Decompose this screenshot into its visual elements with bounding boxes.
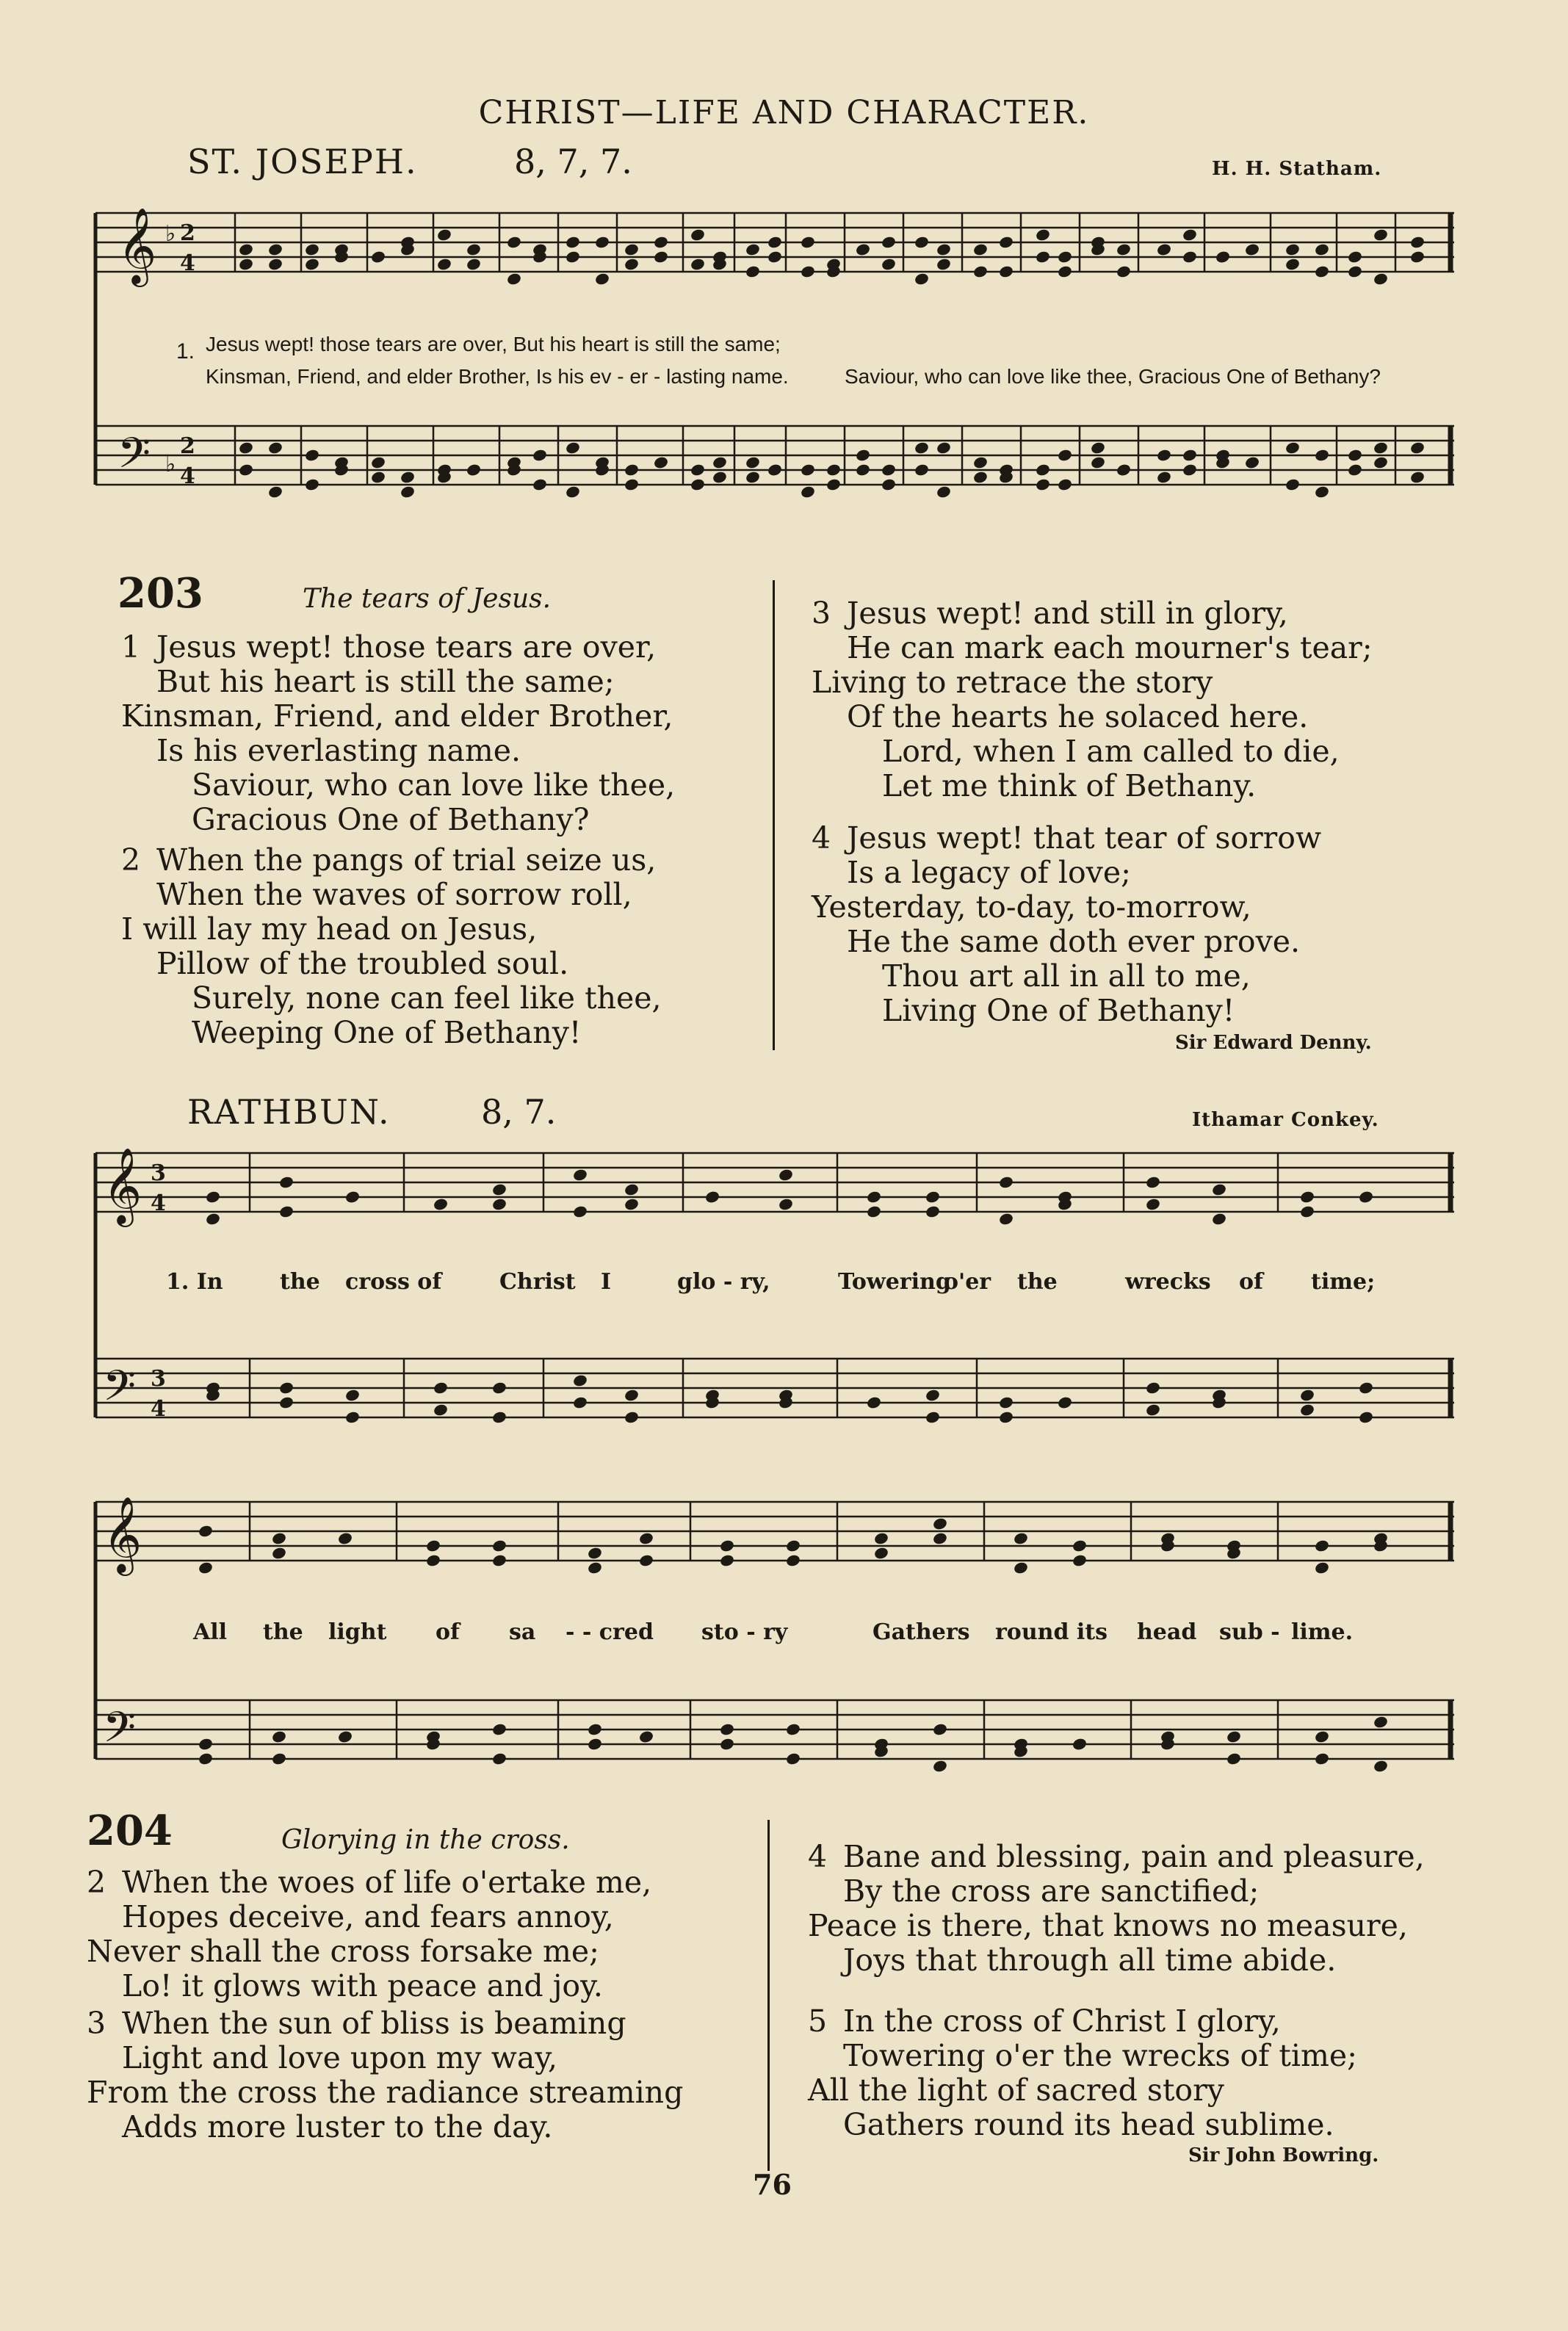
stanza-line: Hopes deceive, and fears annoy,	[122, 1899, 614, 1934]
hymn-204-left-column	[87, 1865, 683, 2144]
underlay-syllable: round its	[995, 1619, 1108, 1645]
stanza-line: When the woes of life o'ertake me,	[122, 1865, 652, 1900]
stanza-line: Towering o'er the wrecks of time;	[843, 2038, 1357, 2073]
stanza-line: Peace is there, that knows no measure,	[808, 1908, 1408, 1943]
svg-text:2: 2	[180, 220, 195, 246]
stanza-line: Is his everlasting name.	[156, 733, 521, 768]
page-number: 76	[753, 2168, 792, 2201]
stanza-line: Living to retrace the story	[812, 665, 1213, 700]
stanza-1	[121, 630, 675, 837]
svg-text:♭: ♭	[165, 221, 176, 247]
svg-text:3: 3	[151, 1160, 166, 1186]
underlay-syllable: sub -	[1219, 1619, 1280, 1645]
underlay-syllable: All	[193, 1619, 228, 1645]
underlay-line-2a: Kinsman, Friend, and elder Brother, Is his ev - er - lasting name.	[206, 365, 789, 388]
underlay-syllable: time;	[1311, 1269, 1376, 1295]
underlay-syllable: o'er	[944, 1269, 991, 1295]
stanza-line: Of the hearts he solaced here.	[847, 699, 1309, 734]
stanza-2	[121, 843, 675, 1050]
stanza-line: Joys that through all time abide.	[843, 1942, 1337, 1978]
stanza-line: Never shall the cross forsake me;	[87, 1934, 599, 1969]
underlay-syllable: - - cred	[566, 1619, 654, 1645]
composer-rathbun: Ithamar Conkey.	[1192, 1109, 1379, 1131]
tune-meter-st-joseph: 8, 7, 7.	[514, 142, 632, 181]
underlay-syllable: I	[601, 1269, 612, 1295]
stanza-3	[812, 596, 1373, 803]
stanza-number: 4	[808, 1839, 828, 1874]
underlay-syllable: the	[263, 1619, 303, 1645]
stanza-line: When the pangs of trial seize us,	[156, 842, 657, 878]
stanza-4	[808, 1840, 1425, 1978]
stanza-line: Gracious One of Bethany?	[192, 802, 590, 837]
stanza-number: 2	[121, 842, 141, 878]
stanza-line: But his heart is still the same;	[156, 664, 615, 699]
hymn-203-left-column	[121, 630, 675, 1050]
tune-name-rathbun: RATHBUN.	[187, 1092, 391, 1132]
stanza-3	[87, 2006, 683, 2144]
stanza-line: Weeping One of Bethany!	[192, 1015, 582, 1050]
hymn-number-203: 203	[118, 569, 203, 618]
music-score-rathbun-line-1	[88, 1138, 1469, 1454]
tune-meter-rathbun: 8, 7.	[481, 1092, 557, 1132]
svg-text:𝄞: 𝄞	[103, 1496, 142, 1573]
column-divider	[773, 580, 775, 1050]
stanza-2	[87, 1865, 683, 2003]
underlay-syllable: cross of	[345, 1269, 442, 1295]
underlay-line-1: Jesus wept! those tears are over, But his heart is still the same;	[206, 333, 781, 355]
stanza-line: Is a legacy of love;	[847, 855, 1131, 890]
stanza-5	[808, 2004, 1425, 2142]
svg-text:4: 4	[180, 250, 195, 276]
tune-name-st-joseph: ST. JOSEPH.	[187, 142, 418, 181]
stanza-4	[812, 821, 1373, 1028]
stanza-line: Saviour, who can love like thee,	[192, 767, 676, 803]
underlay-syllable: head	[1137, 1619, 1197, 1645]
svg-text:𝄢: 𝄢	[118, 428, 151, 488]
svg-text:𝄢: 𝄢	[103, 1702, 137, 1763]
author-204: Sir John Bowring.	[1188, 2144, 1379, 2166]
svg-text:4: 4	[151, 1190, 166, 1216]
author-203: Sir Edward Denny.	[1175, 1032, 1372, 1054]
running-head: CHRIST—LIFE AND CHARACTER.	[478, 94, 1090, 131]
stanza-line: In the cross of Christ I glory,	[843, 2003, 1281, 2039]
stanza-line: All the light of sacred story	[808, 2072, 1224, 2108]
stanza-line: Jesus wept! those tears are over,	[156, 629, 657, 665]
column-divider	[767, 1820, 770, 2171]
underlay-syllable: Gathers	[872, 1619, 970, 1645]
underlay-syllable: glo - ry,	[677, 1269, 770, 1295]
svg-text:2: 2	[180, 433, 195, 459]
stanza-number: 4	[812, 820, 831, 856]
stanza-number: 3	[87, 2006, 106, 2041]
stanza-line: He can mark each mourner's tear;	[847, 630, 1373, 665]
underlay-syllable: sa	[509, 1619, 536, 1645]
hymn-number-204: 204	[87, 1807, 173, 1855]
stanza-line: Lord, when I am called to die,	[882, 734, 1340, 769]
hymn-203-right-column	[812, 596, 1373, 1028]
stanza-line: Jesus wept! that tear of sorrow	[847, 820, 1322, 856]
stanza-line: By the cross are sanctified;	[843, 1873, 1260, 1909]
stanza-line: Yesterday, to-day, to-morrow,	[812, 889, 1251, 925]
stanza-number: 2	[87, 1865, 106, 1900]
underlay-syllable: lime.	[1291, 1619, 1354, 1645]
underlay-syllable: of	[1239, 1269, 1263, 1295]
underlay-syllable: light	[328, 1619, 387, 1645]
underlay-line-2b: Saviour, who can love like thee, Gracious One of Bethany?	[845, 365, 1381, 388]
underlay-syllable: the	[280, 1269, 320, 1295]
stanza-line: I will lay my head on Jesus,	[121, 911, 538, 947]
underlay-syllable: wrecks	[1125, 1269, 1211, 1295]
hymn-204-right-column	[808, 1840, 1425, 2142]
stanza-line: Jesus wept! and still in glory,	[847, 596, 1288, 631]
stanza-line: When the waves of sorrow roll,	[156, 877, 632, 912]
stanza-line: When the sun of bliss is beaming	[122, 2006, 626, 2041]
stanza-line: He the same doth ever prove.	[847, 924, 1301, 959]
svg-text:3: 3	[151, 1366, 166, 1392]
stanza-line: Gathers round its head sublime.	[843, 2107, 1334, 2142]
underlay-verse-num: 1.	[176, 339, 195, 364]
underlay-syllable: 1. In	[166, 1269, 223, 1295]
composer-st-joseph: H. H. Statham.	[1212, 158, 1382, 180]
underlay-syllable: of	[436, 1619, 460, 1645]
stanza-line: Let me think of Bethany.	[882, 768, 1257, 803]
svg-text:4: 4	[180, 463, 195, 489]
stanza-number: 3	[812, 596, 831, 631]
stanza-line: Thou art all in all to me,	[882, 958, 1251, 994]
stanza-line: Lo! it glows with peace and joy.	[122, 1968, 603, 2003]
stanza-number: 1	[121, 629, 141, 665]
svg-text:4: 4	[151, 1396, 166, 1422]
stanza-line: Adds more luster to the day.	[122, 2109, 553, 2144]
stanza-line: Living One of Bethany!	[882, 993, 1235, 1028]
svg-text:♭: ♭	[165, 452, 176, 477]
underlay-syllable: Christ	[499, 1269, 576, 1295]
stanza-line: Kinsman, Friend, and elder Brother,	[121, 698, 673, 734]
stanza-line: Surely, none can feel like thee,	[192, 980, 662, 1016]
stanza-line: Bane and blessing, pain and pleasure,	[843, 1839, 1425, 1874]
music-score-rathbun-line-2	[88, 1487, 1469, 1803]
hymn-subtitle-204: Glorying in the cross.	[281, 1825, 570, 1855]
underlay-syllable: sto - ry	[701, 1619, 788, 1645]
stanza-number: 5	[808, 2003, 828, 2039]
svg-text:𝄞: 𝄞	[118, 207, 157, 284]
svg-text:𝄢: 𝄢	[103, 1361, 137, 1421]
svg-text:𝄞: 𝄞	[103, 1147, 142, 1224]
hymn-subtitle-203: The tears of Jesus.	[303, 584, 552, 614]
stanza-line: From the cross the radiance streaming	[87, 2075, 684, 2110]
underlay-syllable: the	[1017, 1269, 1058, 1295]
stanza-line: Pillow of the troubled soul.	[156, 946, 569, 981]
stanza-line: Light and love upon my way,	[122, 2040, 558, 2075]
underlay-syllable: Towering	[838, 1269, 951, 1295]
